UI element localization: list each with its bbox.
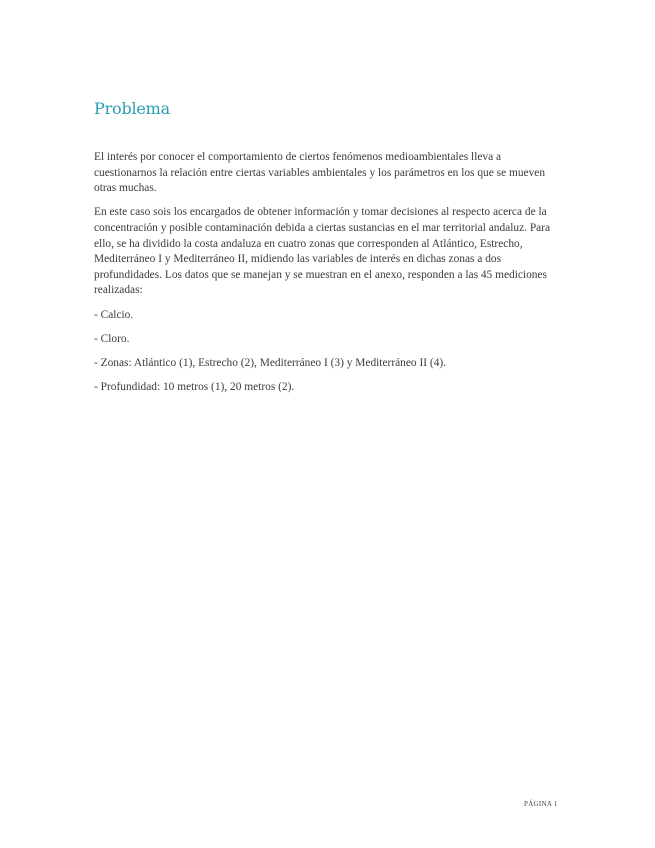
list-item-cloro: - Cloro. <box>94 332 130 345</box>
document-body <box>94 150 560 404</box>
list-item-zonas: - Zonas: Atlántico (1), Estrecho (2), Mediterráneo I (3) y Mediterráneo II (4). <box>94 356 447 369</box>
list-item-calcio: - Calcio. <box>94 308 134 321</box>
page-number: PÁGINA 1 <box>524 800 558 808</box>
paragraph-intro: El interés por conocer el comportamiento de ciertos fenómenos medioambientales lleva a cuestionarnos la relación entre ciertas variables ambientales y los parámetros en los que se mueven otras muchas. <box>94 151 546 195</box>
paragraph-description: En este caso sois los encargados de obtener información y tomar decisiones al respecto acerca de la concentración y posible contaminación debida a ciertas sustancias en el mar territorial andaluz. Para ello, se ha dividido la costa andaluza en cuatro zonas que corresponden al Atlántico, Estrecho, Mediterráneo I y Mediterráneo II, midiendo las variables de interés en dichas zonas a dos profundidades. Los datos que se manejan y se muestran en el anexo, responden a las 45 mediciones realizadas: <box>94 206 551 297</box>
list-item-profundidad: - Profundidad: 10 metros (1), 20 metros (2). <box>94 381 295 394</box>
section-heading: Problema <box>94 99 170 118</box>
